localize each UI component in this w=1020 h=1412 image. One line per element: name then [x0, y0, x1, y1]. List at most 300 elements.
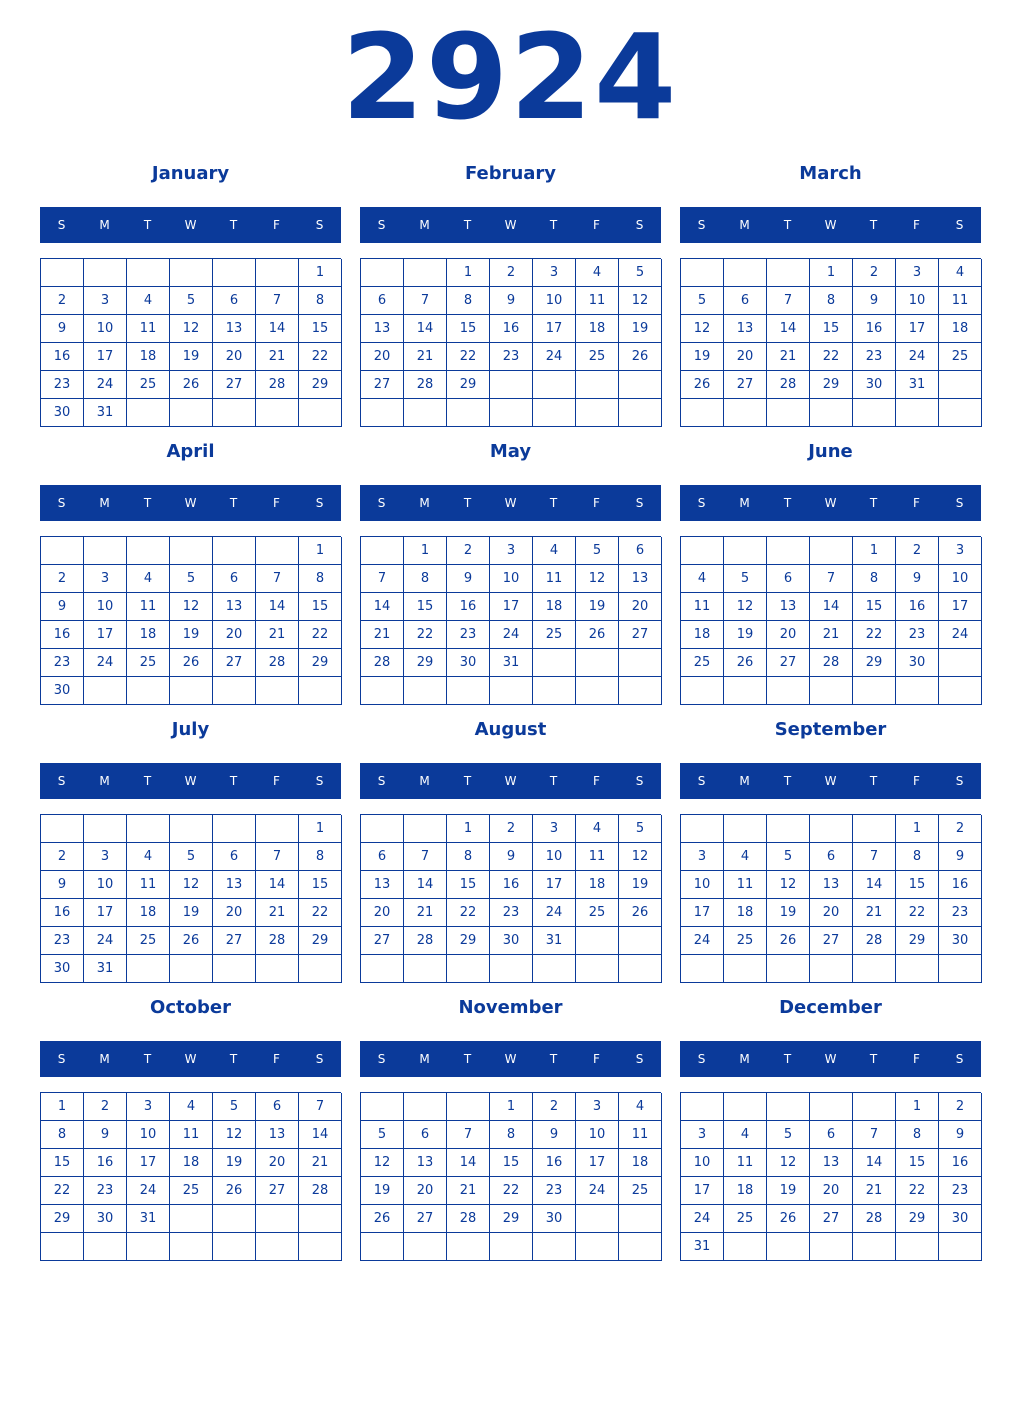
month-december	[680, 995, 981, 1267]
day-cell: 18	[533, 593, 576, 621]
day-cell: 1	[896, 815, 939, 843]
weekday-label: S	[57, 496, 66, 510]
day-cell: 29	[299, 371, 342, 399]
empty-day-cell	[213, 1233, 256, 1261]
empty-day-cell	[576, 955, 619, 983]
day-cell: 18	[576, 871, 619, 899]
day-cell: 26	[767, 927, 810, 955]
weekday-label: W	[504, 1052, 517, 1066]
day-cell: 27	[404, 1205, 447, 1233]
day-cell: 22	[299, 343, 342, 371]
day-cell: 31	[533, 927, 576, 955]
month-name: April	[166, 441, 215, 462]
day-cell: 2	[939, 815, 982, 843]
day-cell: 24	[576, 1177, 619, 1205]
day-cell: 9	[939, 1121, 982, 1149]
day-cell: 28	[404, 371, 447, 399]
day-cell: 3	[681, 1121, 724, 1149]
weekday-label: S	[697, 1052, 706, 1066]
day-cell: 26	[170, 649, 213, 677]
day-cell: 8	[810, 287, 853, 315]
day-cell: 30	[490, 927, 533, 955]
day-cell: 23	[853, 343, 896, 371]
weekday-label: T	[783, 1052, 792, 1066]
day-cell: 23	[490, 343, 533, 371]
day-cell: 21	[447, 1177, 490, 1205]
weekday-label: F	[273, 496, 280, 510]
weekday-label: W	[824, 496, 837, 510]
day-cell: 23	[896, 621, 939, 649]
day-cell: 6	[404, 1121, 447, 1149]
weekday-label: S	[377, 774, 386, 788]
day-cell: 6	[810, 1121, 853, 1149]
weekday-label: S	[955, 218, 964, 232]
day-cell: 15	[447, 871, 490, 899]
empty-day-cell	[810, 537, 853, 565]
weekday-label: W	[504, 496, 517, 510]
empty-day-cell	[810, 399, 853, 427]
empty-day-cell	[447, 1093, 490, 1121]
empty-day-cell	[490, 677, 533, 705]
day-cell: 9	[490, 287, 533, 315]
day-cell: 13	[404, 1149, 447, 1177]
empty-day-cell	[939, 649, 982, 677]
empty-day-cell	[767, 1093, 810, 1121]
day-cell: 27	[361, 371, 404, 399]
day-cell: 10	[84, 315, 127, 343]
day-cell: 8	[447, 843, 490, 871]
day-cell: 30	[41, 399, 84, 427]
day-cell: 11	[533, 565, 576, 593]
weekday-label: F	[273, 218, 280, 232]
day-cell: 15	[404, 593, 447, 621]
day-cell: 24	[84, 371, 127, 399]
day-cell: 23	[533, 1177, 576, 1205]
weekday-label: S	[697, 774, 706, 788]
day-cell: 27	[213, 371, 256, 399]
day-grid	[40, 1092, 341, 1261]
day-cell: 6	[213, 843, 256, 871]
weekday-label: T	[869, 496, 878, 510]
day-cell: 4	[127, 565, 170, 593]
empty-day-cell	[170, 1205, 213, 1233]
month-name: August	[474, 719, 547, 740]
weekday-label: W	[184, 774, 197, 788]
day-cell: 15	[896, 871, 939, 899]
day-cell: 12	[619, 287, 662, 315]
day-cell: 19	[361, 1177, 404, 1205]
day-cell: 24	[84, 649, 127, 677]
month-name: January	[151, 163, 230, 184]
weekday-label: T	[229, 218, 238, 232]
day-cell: 28	[256, 649, 299, 677]
day-cell: 25	[533, 621, 576, 649]
day-cell: 3	[681, 843, 724, 871]
weekday-label: S	[635, 496, 644, 510]
empty-day-cell	[84, 537, 127, 565]
day-cell: 8	[299, 843, 342, 871]
day-cell: 26	[170, 371, 213, 399]
day-cell: 5	[619, 815, 662, 843]
month-name: May	[489, 441, 532, 462]
day-grid	[40, 258, 341, 427]
empty-day-cell	[767, 815, 810, 843]
day-cell: 25	[576, 343, 619, 371]
day-cell: 18	[724, 899, 767, 927]
weekday-header	[680, 207, 981, 243]
day-cell: 27	[619, 621, 662, 649]
empty-day-cell	[447, 1233, 490, 1261]
weekday-label: M	[99, 774, 110, 788]
day-cell: 3	[490, 537, 533, 565]
day-cell: 11	[681, 593, 724, 621]
day-cell: 7	[447, 1121, 490, 1149]
day-cell: 19	[619, 315, 662, 343]
weekday-label: W	[824, 1052, 837, 1066]
empty-day-cell	[724, 1233, 767, 1261]
empty-day-cell	[767, 955, 810, 983]
month-may	[360, 439, 661, 711]
empty-day-cell	[404, 815, 447, 843]
empty-day-cell	[619, 649, 662, 677]
day-cell: 20	[810, 1177, 853, 1205]
empty-day-cell	[681, 677, 724, 705]
weekday-header	[40, 1041, 341, 1077]
day-cell: 15	[896, 1149, 939, 1177]
day-cell: 3	[896, 259, 939, 287]
weekday-label: T	[229, 1052, 238, 1066]
month-september	[680, 717, 981, 989]
day-cell: 13	[256, 1121, 299, 1149]
empty-day-cell	[724, 677, 767, 705]
day-cell: 5	[681, 287, 724, 315]
day-cell: 14	[299, 1121, 342, 1149]
weekday-label: T	[463, 774, 472, 788]
empty-day-cell	[810, 677, 853, 705]
day-cell: 3	[84, 287, 127, 315]
empty-day-cell	[447, 955, 490, 983]
day-cell: 7	[853, 1121, 896, 1149]
empty-day-cell	[576, 649, 619, 677]
weekday-header	[680, 763, 981, 799]
day-cell: 24	[896, 343, 939, 371]
month-name: July	[171, 719, 210, 740]
empty-day-cell	[127, 399, 170, 427]
weekday-label: S	[315, 1052, 324, 1066]
day-cell: 13	[213, 593, 256, 621]
day-cell: 4	[127, 843, 170, 871]
empty-day-cell	[361, 259, 404, 287]
weekday-label: S	[635, 774, 644, 788]
day-cell: 22	[810, 343, 853, 371]
day-cell: 11	[939, 287, 982, 315]
day-cell: 22	[299, 899, 342, 927]
day-cell: 1	[490, 1093, 533, 1121]
day-cell: 2	[41, 287, 84, 315]
weekday-label: S	[377, 218, 386, 232]
day-cell: 21	[361, 621, 404, 649]
weekday-header	[360, 485, 661, 521]
day-cell: 21	[256, 899, 299, 927]
empty-day-cell	[724, 399, 767, 427]
empty-day-cell	[810, 955, 853, 983]
day-cell: 11	[724, 1149, 767, 1177]
month-name: February	[464, 163, 557, 184]
day-cell: 15	[447, 315, 490, 343]
day-cell: 29	[853, 649, 896, 677]
day-cell: 24	[533, 899, 576, 927]
empty-day-cell	[127, 955, 170, 983]
weekday-label: W	[184, 218, 197, 232]
weekday-label: T	[783, 218, 792, 232]
empty-day-cell	[533, 1233, 576, 1261]
day-cell: 28	[256, 927, 299, 955]
day-cell: 25	[127, 927, 170, 955]
day-cell: 31	[490, 649, 533, 677]
day-cell: 1	[853, 537, 896, 565]
day-cell: 31	[127, 1205, 170, 1233]
day-cell: 5	[170, 565, 213, 593]
day-cell: 27	[256, 1177, 299, 1205]
day-cell: 25	[681, 649, 724, 677]
day-cell: 19	[576, 593, 619, 621]
day-cell: 8	[299, 565, 342, 593]
day-cell: 16	[41, 621, 84, 649]
empty-day-cell	[853, 955, 896, 983]
day-cell: 29	[41, 1205, 84, 1233]
day-cell: 1	[299, 815, 342, 843]
day-cell: 17	[939, 593, 982, 621]
day-cell: 3	[533, 815, 576, 843]
day-cell: 6	[213, 287, 256, 315]
empty-day-cell	[724, 537, 767, 565]
month-name: October	[150, 997, 231, 1018]
day-grid	[360, 258, 661, 427]
empty-day-cell	[896, 955, 939, 983]
weekday-label: T	[143, 496, 152, 510]
weekday-label: S	[955, 1052, 964, 1066]
day-cell: 26	[681, 371, 724, 399]
empty-day-cell	[127, 677, 170, 705]
day-cell: 23	[939, 899, 982, 927]
empty-day-cell	[404, 1093, 447, 1121]
weekday-label: T	[549, 218, 558, 232]
empty-day-cell	[256, 399, 299, 427]
day-cell: 23	[41, 371, 84, 399]
day-cell: 16	[939, 1149, 982, 1177]
empty-day-cell	[170, 537, 213, 565]
day-cell: 21	[404, 899, 447, 927]
empty-day-cell	[41, 259, 84, 287]
day-cell: 12	[170, 871, 213, 899]
day-cell: 1	[447, 259, 490, 287]
day-cell: 8	[447, 287, 490, 315]
weekday-label: S	[57, 774, 66, 788]
empty-day-cell	[619, 955, 662, 983]
day-cell: 6	[810, 843, 853, 871]
empty-day-cell	[576, 927, 619, 955]
empty-day-cell	[361, 955, 404, 983]
day-cell: 20	[213, 899, 256, 927]
day-cell: 12	[767, 1149, 810, 1177]
day-cell: 9	[896, 565, 939, 593]
day-cell: 5	[724, 565, 767, 593]
empty-day-cell	[361, 815, 404, 843]
day-cell: 16	[84, 1149, 127, 1177]
empty-day-cell	[299, 1233, 342, 1261]
weekday-label: M	[739, 1052, 750, 1066]
day-cell: 17	[576, 1149, 619, 1177]
day-cell: 7	[404, 843, 447, 871]
day-cell: 5	[170, 843, 213, 871]
day-cell: 10	[939, 565, 982, 593]
day-cell: 12	[576, 565, 619, 593]
weekday-label: W	[184, 496, 197, 510]
empty-day-cell	[853, 815, 896, 843]
empty-day-cell	[170, 677, 213, 705]
day-cell: 13	[361, 871, 404, 899]
day-cell: 19	[619, 871, 662, 899]
day-cell: 10	[576, 1121, 619, 1149]
day-cell: 14	[447, 1149, 490, 1177]
day-cell: 14	[853, 1149, 896, 1177]
weekday-label: F	[913, 218, 920, 232]
day-cell: 29	[896, 1205, 939, 1233]
empty-day-cell	[127, 815, 170, 843]
weekday-label: F	[913, 496, 920, 510]
day-cell: 3	[939, 537, 982, 565]
day-cell: 25	[576, 899, 619, 927]
day-grid	[40, 814, 341, 983]
weekday-label: W	[824, 774, 837, 788]
day-cell: 3	[127, 1093, 170, 1121]
day-cell: 8	[490, 1121, 533, 1149]
weekday-label: T	[783, 496, 792, 510]
day-cell: 2	[853, 259, 896, 287]
day-cell: 5	[170, 287, 213, 315]
day-cell: 4	[681, 565, 724, 593]
weekday-label: T	[869, 774, 878, 788]
day-cell: 18	[619, 1149, 662, 1177]
day-cell: 26	[619, 343, 662, 371]
day-cell: 29	[299, 649, 342, 677]
weekday-label: S	[315, 774, 324, 788]
day-cell: 1	[896, 1093, 939, 1121]
weekday-label: T	[463, 496, 472, 510]
day-cell: 4	[576, 815, 619, 843]
empty-day-cell	[213, 677, 256, 705]
day-cell: 21	[404, 343, 447, 371]
empty-day-cell	[724, 1093, 767, 1121]
day-cell: 15	[299, 315, 342, 343]
day-cell: 7	[256, 843, 299, 871]
day-cell: 17	[681, 899, 724, 927]
empty-day-cell	[533, 649, 576, 677]
day-cell: 6	[361, 287, 404, 315]
day-cell: 14	[361, 593, 404, 621]
weekday-label: T	[549, 1052, 558, 1066]
day-cell: 14	[256, 871, 299, 899]
day-cell: 25	[170, 1177, 213, 1205]
month-name: December	[779, 997, 882, 1018]
weekday-label: S	[57, 218, 66, 232]
day-cell: 14	[853, 871, 896, 899]
day-cell: 18	[681, 621, 724, 649]
day-cell: 1	[447, 815, 490, 843]
day-cell: 30	[896, 649, 939, 677]
day-cell: 8	[299, 287, 342, 315]
empty-day-cell	[767, 537, 810, 565]
day-cell: 22	[896, 899, 939, 927]
day-cell: 18	[127, 343, 170, 371]
day-cell: 9	[84, 1121, 127, 1149]
month-august	[360, 717, 661, 989]
empty-day-cell	[533, 677, 576, 705]
weekday-label: W	[504, 774, 517, 788]
month-january	[40, 161, 341, 433]
day-cell: 30	[939, 1205, 982, 1233]
month-february	[360, 161, 661, 433]
day-cell: 6	[256, 1093, 299, 1121]
day-cell: 16	[939, 871, 982, 899]
day-cell: 26	[619, 899, 662, 927]
weekday-label: T	[143, 774, 152, 788]
empty-day-cell	[361, 1093, 404, 1121]
weekday-label: M	[739, 774, 750, 788]
empty-day-cell	[576, 677, 619, 705]
empty-day-cell	[939, 677, 982, 705]
day-cell: 13	[810, 1149, 853, 1177]
day-cell: 2	[41, 565, 84, 593]
empty-day-cell	[619, 1205, 662, 1233]
day-cell: 23	[447, 621, 490, 649]
day-cell: 25	[127, 649, 170, 677]
weekday-label: T	[869, 1052, 878, 1066]
day-cell: 4	[724, 1121, 767, 1149]
empty-day-cell	[127, 259, 170, 287]
day-cell: 19	[724, 621, 767, 649]
empty-day-cell	[84, 677, 127, 705]
day-cell: 28	[361, 649, 404, 677]
day-cell: 8	[896, 1121, 939, 1149]
empty-day-cell	[896, 1233, 939, 1261]
weekday-label: F	[593, 774, 600, 788]
empty-day-cell	[447, 399, 490, 427]
day-cell: 20	[619, 593, 662, 621]
weekday-label: F	[913, 774, 920, 788]
day-cell: 29	[404, 649, 447, 677]
empty-day-cell	[853, 1233, 896, 1261]
weekday-label: T	[229, 774, 238, 788]
day-cell: 13	[213, 871, 256, 899]
day-cell: 15	[810, 315, 853, 343]
weekday-label: T	[869, 218, 878, 232]
weekday-label: M	[99, 218, 110, 232]
weekday-label: T	[143, 218, 152, 232]
day-cell: 3	[84, 843, 127, 871]
day-cell: 28	[299, 1177, 342, 1205]
empty-day-cell	[213, 1205, 256, 1233]
empty-day-cell	[619, 677, 662, 705]
day-cell: 10	[84, 871, 127, 899]
day-cell: 6	[213, 565, 256, 593]
day-cell: 7	[299, 1093, 342, 1121]
weekday-label: F	[593, 1052, 600, 1066]
day-cell: 25	[127, 371, 170, 399]
empty-day-cell	[533, 955, 576, 983]
day-cell: 5	[767, 843, 810, 871]
weekday-label: S	[955, 774, 964, 788]
